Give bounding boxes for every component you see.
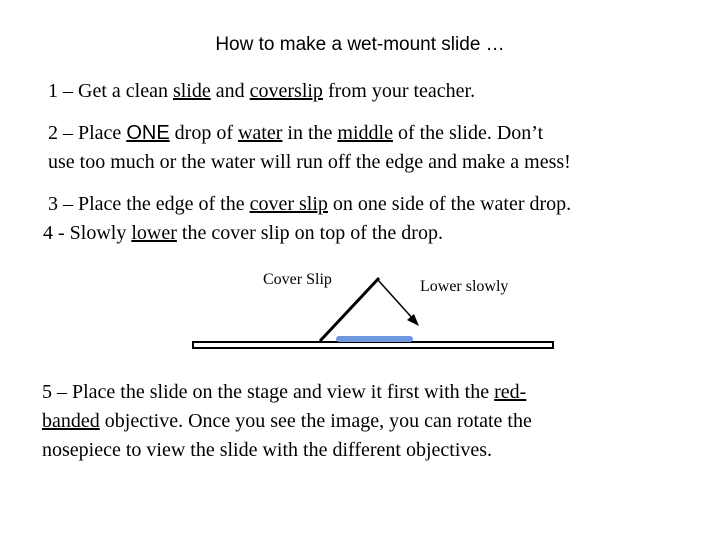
step-5-line-3: nosepiece to view the slide with the different objectives. — [42, 439, 493, 461]
step-2-text-b: drop of — [169, 122, 238, 144]
one-term: ONE — [126, 122, 170, 144]
lower-term: lower — [131, 222, 177, 244]
water-drop — [336, 336, 413, 342]
step-4-text-a: 4 - Slowly — [43, 222, 132, 244]
slide-term: slide — [172, 80, 211, 102]
middle-term: middle — [337, 122, 393, 144]
arrow-shaft — [378, 280, 414, 320]
step-2-line-2: use too much or the water will run off the edge and make a mess! — [48, 151, 571, 173]
step-5-text-a: 5 – Place the slide on the stage and view it first with the — [42, 381, 495, 403]
step-2-text-d: of the slide. Don’t — [392, 122, 544, 144]
step-5-text-b: objective. Once you see the image, you can rotate the — [99, 410, 532, 432]
step-3-text-b: on one side of the water drop. — [327, 193, 572, 215]
step-1-text-b: and — [210, 80, 250, 102]
lower-slowly-label: Lower slowly — [420, 278, 509, 295]
step-4-text-b: the cover slip on top of the drop. — [176, 222, 443, 244]
step-1-text-c: from your teacher. — [322, 80, 476, 102]
microscope-slide — [193, 342, 553, 348]
red-term: red- — [494, 381, 527, 403]
step-1-text-a: 1 – Get a clean — [48, 80, 173, 102]
step-5 — [42, 378, 532, 465]
step-5-line-1 — [42, 378, 532, 407]
cover-slip-label: Cover Slip — [263, 271, 332, 288]
step-5-line-2 — [42, 407, 532, 436]
coverslip-term: coverslip — [249, 80, 323, 102]
water-term: water — [237, 122, 283, 144]
step-2-text-a: 2 – Place — [48, 122, 127, 144]
page-title: How to make a wet-mount slide … — [215, 34, 505, 55]
banded-term: banded — [42, 410, 100, 432]
cover-slip-term: cover slip — [249, 193, 328, 215]
step-2-text-c: in the — [282, 122, 338, 144]
step-3-text-a: 3 – Place the edge of the — [48, 193, 250, 215]
arrow-head-icon — [407, 314, 419, 326]
